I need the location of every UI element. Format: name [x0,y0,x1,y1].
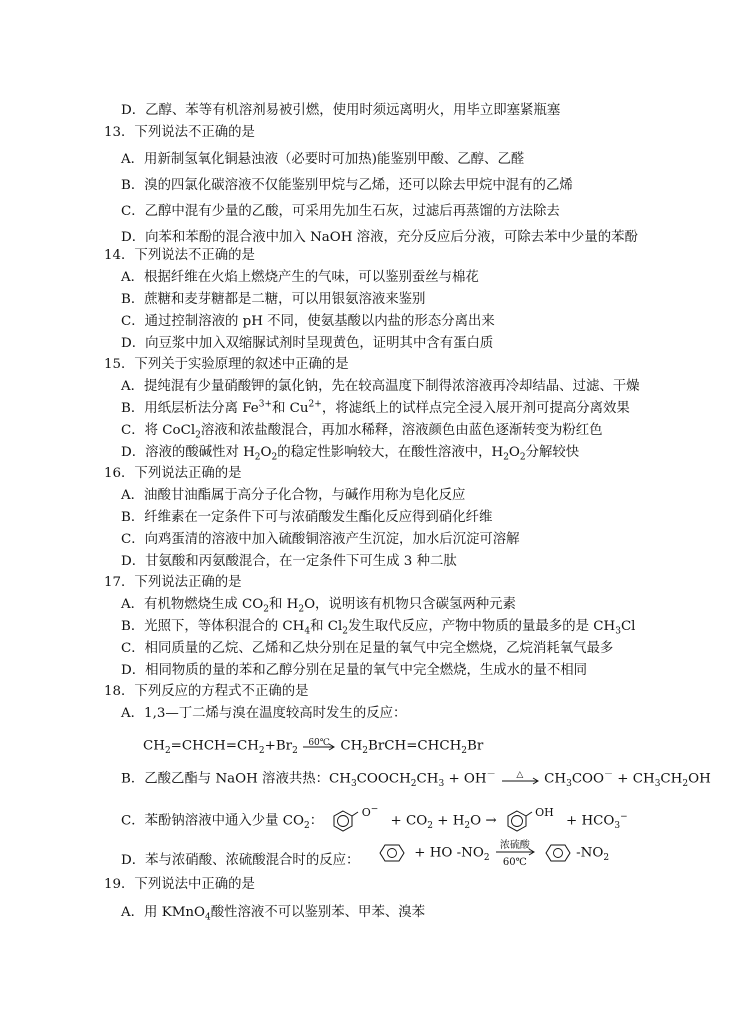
nitrobenzene-ring-icon [540,842,576,864]
catalyst-label: 浓硫酸 [499,840,530,851]
temperature-label: 60℃ [502,857,527,868]
phenoxide-oxygen: O− [361,803,379,819]
option-13a: A．用新制氢氧化铜悬浊液（必要时可加热)能鉴别甲酸、乙醇、乙醛 [121,152,525,167]
option-17c: C．相同质量的乙烷、乙烯和乙炔分别在足量的氧气中完全燃烧，乙烷消耗氧气最多 [121,641,614,656]
option-19a: A．用 KMnO$_4$酸性溶液不可以鉴别苯、甲苯、溴苯 [121,905,426,923]
option-18c: C．苯酚钠溶液中通入少量 $CO_2$： $^{O^-} + CO_2 + H_2O \to ^{OH} + HCO_3^-$ [121,807,628,835]
option-15d: D．溶液的酸碱性对 $H_2O_2$的稳定性影响较大，在酸性溶液中，$H_2O_2$分解较快 [121,445,580,463]
question-13: 13．下列说法不正确的是 [104,125,255,140]
reaction-arrow-heat [500,770,540,788]
question-14: 14．下列说法不正确的是 [104,248,255,263]
option-18b: B．乙酸乙酯与 NaOH 溶液共热：$CH_3COOCH_2CH_3 + OH^-$ △ $CH_3COO^- + CH_3CH_2OH$ [121,770,711,789]
benzene-ring-icon [374,842,410,864]
reaction-arrow-60c [302,737,336,755]
option-13d: D．向苯和苯酚的混合液中加入 NaOH 溶液，充分反应后分液，可除去苯中少量的苯酚 [121,230,638,245]
heat-symbol: △ [516,770,524,780]
option-14c: C．通过控制溶液的 pH 不同，使氨基酸以内盐的形态分离出来 [121,314,495,329]
option-13c: C．乙醇中混有少量的乙酸，可采用先加生石灰，过滤后再蒸馏的方法除去 [121,204,560,219]
option-14b: B．蔗糖和麦芽糖都是二糖，可以用银氨溶液来鉴别 [121,292,426,307]
option-17d: D．相同物质的量的苯和乙醇分别在足量的氧气中完全燃烧，生成水的量不相同 [121,663,588,678]
phenol-ring-icon [501,807,539,835]
option-16d: D．甘氨酸和丙氨酸混合，在一定条件下可生成 3 种二肽 [121,554,457,569]
phenoxide-ring-icon [327,807,365,835]
phenol-oh: OH [535,805,554,819]
option-15b: B．用纸层析法分离 $Fe^{3+}$和 $Cu^{2+}$，将滤纸上的试样点完全浸入展开剂可提高分离效果 [121,399,630,416]
option-17a: A．有机物燃烧生成 $CO_2$和 $H_2O$，说明该有机物只含碳氢两种元素 [121,597,516,615]
equation-18a: $CH_2=CHCH=CH_2+Br_2$ 60℃ $CH_2BrCH=CHCH_2Br$ [143,737,483,756]
option-14a: A．根据纤维在火焰上燃烧产生的气味，可以鉴别蚕丝与棉花 [121,270,479,285]
option-17b: B．光照下，等体积混合的 $CH_4$和 $Cl_2$发生取代反应，产物中物质的量最多的是 $CH_3Cl$ [121,619,636,637]
question-19: 19．下列说法中正确的是 [104,877,255,892]
option-16a: A．油酸甘油酯属于高分子化合物，与碱作用称为皂化反应 [121,488,466,503]
option-13b: B．溴的四氯化碳溶液不仅能鉴别甲烷与乙烯，还可以除去甲烷中混有的乙烯 [121,178,573,193]
reaction-arrow-nitration [494,838,536,868]
option-16b: B．纤维素在一定条件下可与浓硝酸发生酯化反应得到硝化纤维 [121,510,493,525]
option-12d: D．乙醇、苯等有机溶剂易被引燃，使用时须远离明火，用毕立即塞紧瓶塞 [121,103,561,118]
option-18a: A．1,3—丁二烯与溴在温度较高时发生的反应： [121,706,407,721]
option-16c: C．向鸡蛋清的溶液中加入硫酸铜溶液产生沉淀，加水后沉淀可溶解 [121,532,520,547]
question-18: 18．下列反应的方程式不正确的是 [104,684,309,699]
question-17: 17．下列说法正确的是 [104,575,242,590]
reaction-condition: 60℃ [308,738,330,748]
question-15: 15．下列关于实验原理的叙述中正确的是 [104,357,349,372]
equation-18d: + HO $-NO_2$ 浓硫酸 60℃ $-NO_2$ [374,838,609,868]
option-15a: A．提纯混有少量硝酸钾的氯化钠，先在较高温度下制得浓溶液再冷却结晶、过滤、干燥 [121,379,640,394]
question-16: 16．下列说法正确的是 [104,466,242,481]
option-15c: C．将 CoCl$_2$溶液和浓盐酸混合，再加水稀释，溶液颜色由蓝色逐渐转变为粉红色 [121,423,603,441]
option-14d: D．向豆浆中加入双缩脲试剂时呈现黄色，证明其中含有蛋白质 [121,336,494,351]
option-18d: D．苯与浓硝酸、浓硫酸混合时的反应： [121,853,360,868]
